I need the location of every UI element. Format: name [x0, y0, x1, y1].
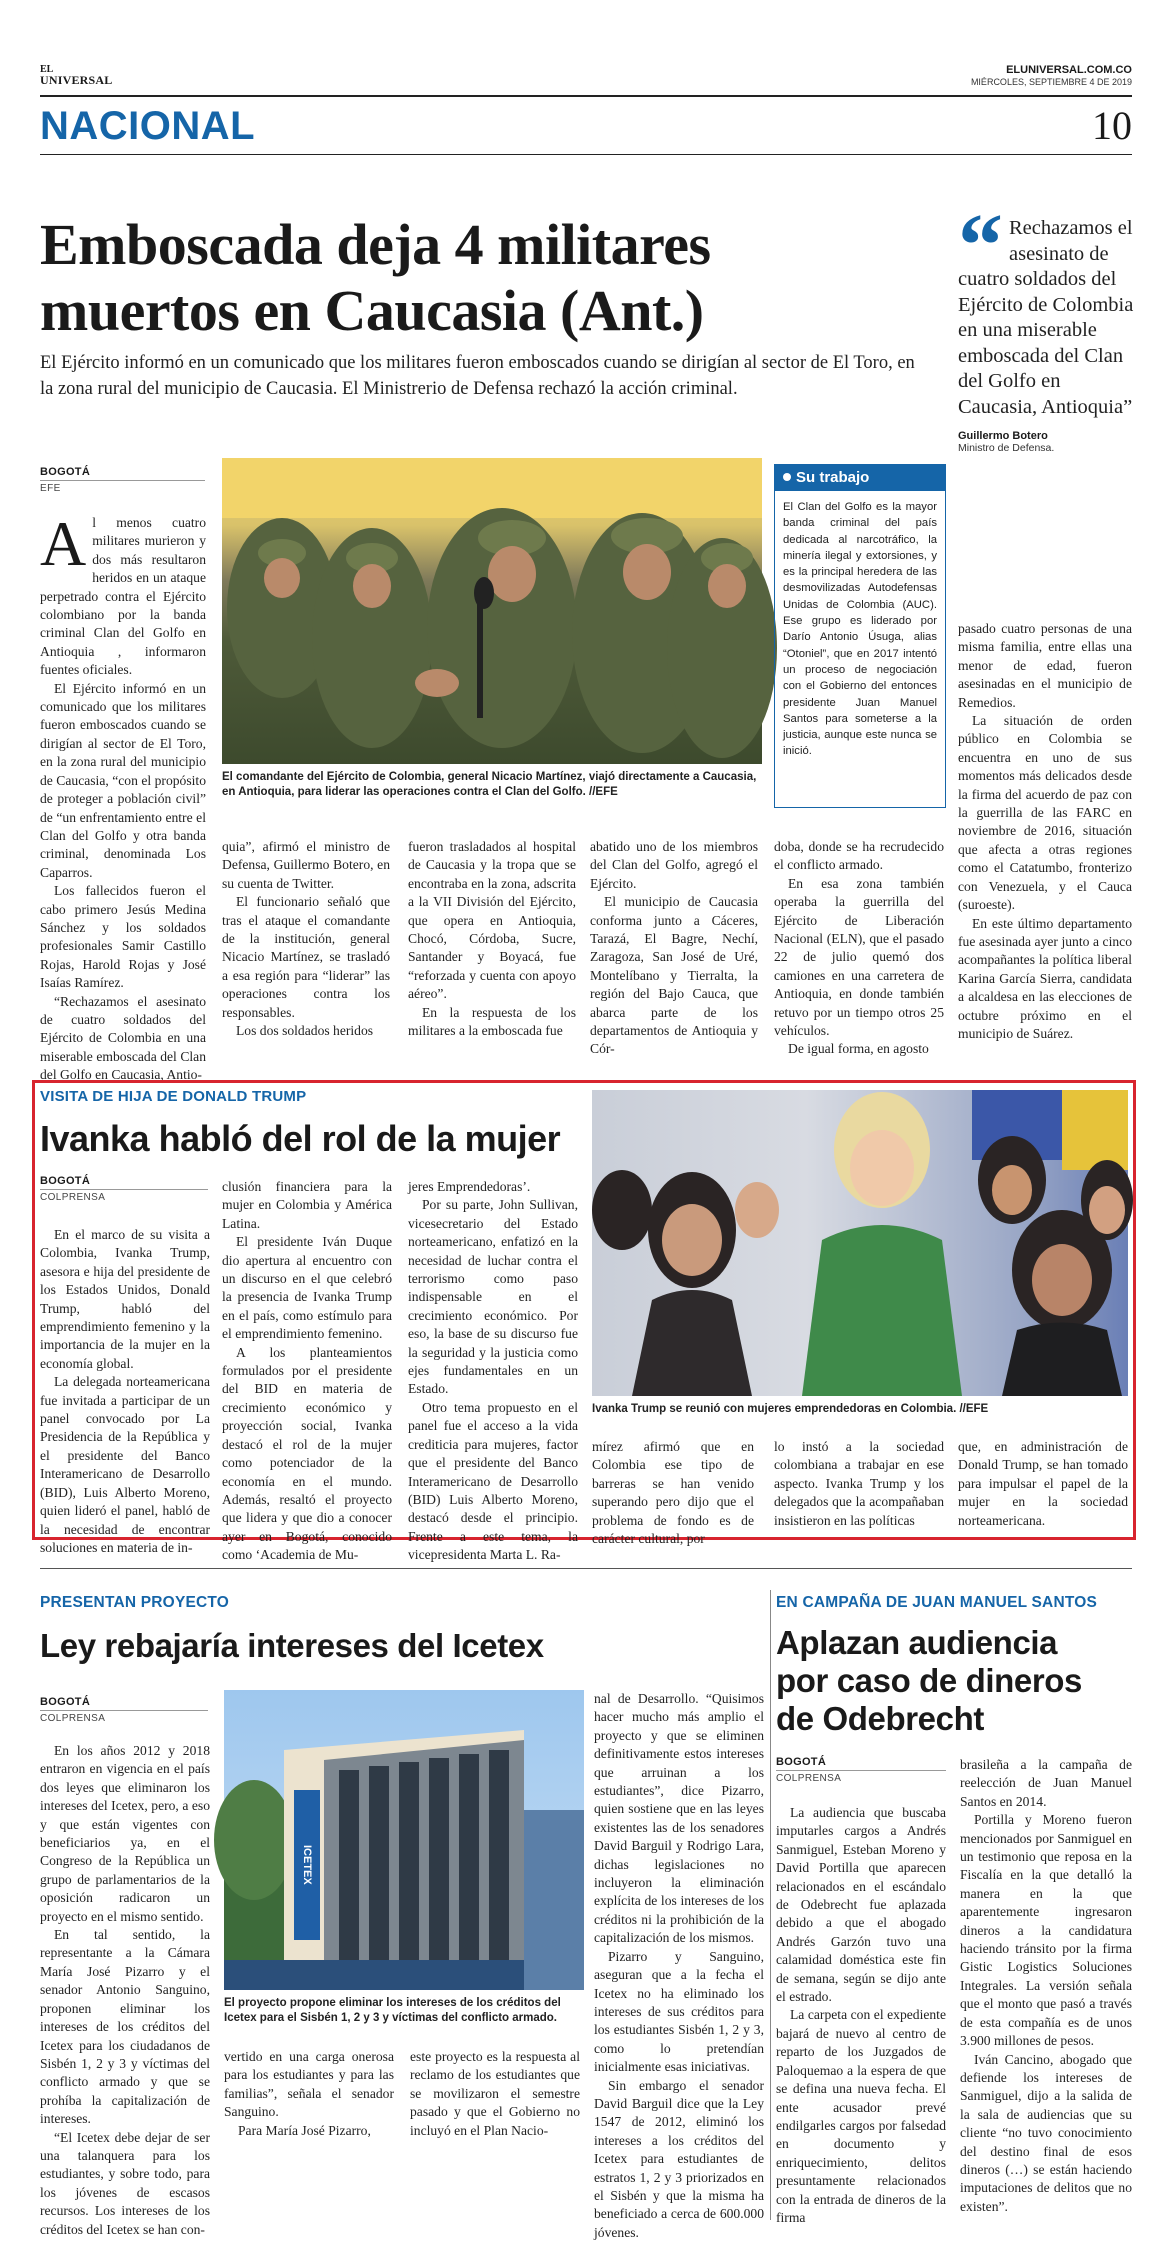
byline-agency: COLPRENSA — [40, 1189, 208, 1203]
section-divider — [40, 1568, 1132, 1569]
icetex-col-1 — [40, 1742, 210, 2237]
ivanka-col-6 — [958, 1438, 1128, 1528]
byline-city: BOGOTÁ — [40, 466, 91, 478]
paragraph: l menos cuatro militares murieron y dos más resultaron heridos en un ataque perpetrado contra el Ejército colombiano por la banda criminal Clan del Golfo en Antioquia , informaron fuentes oficiales. — [40, 515, 206, 678]
paragraph: La audiencia que buscaba imputarles cargos a Andrés Sanmiguel, Esteban Moreno y David Portilla que aparecen relacionados en el escándalo de Odebrecht fue aplazada debido a que el abogado Andrés Garzón tuvo una calamidad doméstica este fin de semana, según se dijo ante el estrado. — [776, 1805, 946, 2005]
paragraph: Sin embargo el senador David Barguil dice que la Ley 1547 de 2012, eliminó los intereses a los créditos del Icetex para estudiantes de estratos 1, 2 y 3 priorizados en el Sisbén y que la misma ha beneficiado a cerca de 600.000 jóvenes. — [594, 2077, 764, 2240]
paragraph: pasado cuatro personas de una misma familia, entre ellas una menor de edad, fueron asesinadas en el municipio de Remedios. — [958, 621, 1132, 710]
pull-quote-text: Rechazamos el asesinato de cuatro soldados del Ejército de Colombia en una miserable emboscada del Clan del Golfo en Caucasia, Antioquia” — [958, 217, 1134, 418]
paragraph: En esa zona también operaba la guerrilla del Ejército de Liberación Nacional (ELN), que el pasado 22 de julio quemó dos camiones en una carretera de Antioquia, en donde también retuvo por un tiempo otros 25 vehículos. — [774, 875, 944, 1039]
paragraph: La situación de orden público en Colombia se encuentra en uno de sus momentos más delicados desde la firma del acuerdo de paz con la guerrilla de las FARC en noviembre de 2016, situación que afecta a otras regiones como el Catatumbo, fronterizo con Venezuela, y el Cauca (suroeste). — [958, 713, 1132, 913]
paragraph: quia”, afirmó el ministro de Defensa, Guillermo Botero, en su cuenta de Twitter. — [222, 839, 390, 891]
paragraph: Iván Cancino, abogado que defiende los intereses de Sanmiguel, dijo a la salida de la sala de audiencias que su cliente “no tuvo conocimiento del destino final de esos dineros (…) se están haciendo imputaciones de delitos que no existen”. — [960, 2051, 1132, 2214]
lead-col-4 — [590, 838, 758, 1068]
paragraph: “El Icetex debe dejar de ser una talanquera para los estudiantes, y sobre todo, para los jóvenes de escasos recursos. Los intereses de los créditos del Icetex se han con- — [40, 2129, 210, 2237]
paragraph: Otro tema propuesto en el panel fue el acceso a la vida crediticia para mujeres, factor que el presidente del Banco Interamericano de Desarrollo (BID) Luis Alberto Moreno, destacó desde el principio. Frente a este tema, la vicepresidenta Marta L. Ra- — [408, 1399, 578, 1563]
paragraph: El municipio de Caucasia conforma junto a Cáceres, Tarazá, El Bagre, Nechí, Zaragoza, San José de Uré, Montelíbano y Tierralta, la región del Bajo Cauca, que abarca parte de los departamentos de Antioquia y Cór- — [590, 894, 758, 1057]
lead-photo — [222, 458, 762, 764]
building-photo-illustration — [224, 1690, 584, 1990]
odebrecht-kicker: EN CAMPAÑA DE JUAN MANUEL SANTOS — [776, 1594, 1098, 1611]
paragraph: nal de Desarrollo. “Quisimos hacer mucho más amplio el proyecto y que se eliminen definitivamente estos intereses que arruinan a los estudiantes”, dice Pizarro, quien sostiene que en las leyes existentes las de los senadores David Barguil y Rodrigo Lara, dichas legislaciones no incluyeron la eliminación explícita de los intereses de los créditos ni la prohibición de la capitalización de los mismos. — [594, 1691, 764, 1946]
icetex-kicker: PRESENTAN PROYECTO — [40, 1594, 230, 1611]
info-box-text: El Clan del Golfo es la mayor banda criminal del país dedicada al narcotráfico, la minería ilegal y extorsiones, y es la principal heredera de las desmovilizadas Autodefensas Unidas de Colombia (AUC). Ese grupo es liderado por Darío Antonio Úsuga, alias “Otoniel”, que en 2017 intentó un proceso de negociación con el Gobierno del entonces presidente Juan Manuel Santos para someterse a la justicia, aunque este nunca se inició. — [783, 501, 937, 758]
info-box — [774, 464, 946, 808]
lead-col-3 — [408, 838, 576, 1068]
paragraph: En este último departamento fue asesinada ayer junto a cinco acompañantes la política liberal Karina García Sierra, candidata a alcaldesa en las elecciones de octubre próximo en el municipio de Suárez. — [958, 915, 1132, 1041]
dropcap: A — [40, 508, 87, 579]
paragraph: Portilla y Moreno fueron mencionados por Sanmiguel en un testimonio que reposa en la Fiscalía en la que detalló la manera en la que aparentemente ingresaron dineros a la candidatura haciendo tránsito por la firma Gistic Logistics Soluciones Integrales. La versión señala que el monto que pasó a través de esta compañía es de unos 3.900 millones de pesos. — [960, 1812, 1132, 2049]
paragraph: Por su parte, John Sullivan, vicesecretario del Estado norteamericano, enfatizó en la necesidad de luchar contra el terrorismo como paso indispensable en el crecimiento económico. Por eso, la base de su discurso fue la seguridad y la justicia como ejes fundamentales en un Estado. — [408, 1197, 578, 1397]
info-box-title: Su trabajo — [796, 469, 870, 486]
paragraph: este proyecto es la respuesta al reclamo de los estudiantes que se movilizaron el semestre pasado y que el Gobierno no incluyó en el Plan Nacio- — [410, 2049, 580, 2138]
paragraph: En los años 2012 y 2018 entraron en vigencia en el país dos leyes que eliminaron los intereses del Icetex, pero, a eso y que están vigentes con beneficiarios ya, en el Congreso de la República un grupo de parlamentarios de la oposición radicaron un proyecto en el mismo sentido. — [40, 1743, 210, 1924]
paragraph: doba, donde se ha recrudecido el conflicto armado. — [774, 839, 944, 873]
paragraph: Pizarro y Sanguino, aseguran que a la fecha el Icetex no ha eliminado los intereses de sus créditos para los estudiantes Sisbén 1, 2 y 3, como lo pretendían inicialmente esas iniciativas. — [594, 1948, 764, 2075]
byline-city: BOGOTÁ — [40, 1175, 91, 1187]
info-box-header — [775, 465, 945, 491]
paragraph: abatido uno de los miembros del Clan del Golfo, agregó el Ejército. — [590, 839, 758, 891]
bullet-icon — [783, 473, 791, 481]
women-photo-illustration — [592, 1090, 1128, 1396]
paragraph: El presidente Iván Duque dio apertura al encuentro con un discurso en el que celebró la presencia de Ivanka Trump en el país, como estímulo para el emprendimiento femenino. — [222, 1234, 392, 1342]
lead-headline — [40, 212, 940, 344]
lead-col-5 — [774, 838, 944, 1068]
icetex-col-4 — [594, 1690, 764, 2240]
byline-agency: COLPRENSA — [776, 1770, 946, 1784]
masthead — [40, 62, 1132, 96]
icetex-col-3 — [410, 2048, 580, 2198]
lead-deck: El Ejército informó en un comunicado que los militares fueron emboscados cuando se dirigían al sector de El Toro, en la zona rural del municipio de Caucasia. El Ministrerio de Defensa rechazó la acción criminal. — [40, 353, 915, 399]
ivanka-col-1 — [40, 1226, 210, 1555]
lead-headline-line1: Emboscada deja 4 militares — [40, 212, 711, 277]
ivanka-col-5 — [774, 1438, 944, 1528]
odebrecht-headline-line1: Aplazan audiencia — [776, 1624, 1058, 1661]
ivanka-photo — [592, 1090, 1128, 1396]
paragraph: En el marco de su visita a Colombia, Ivanka Trump, asesora e hija del presidente de los Estados Unidos, Donald Trump, habló del emprendimiento femenino y la importancia de la mujer en la economía global. — [40, 1227, 210, 1371]
icetex-col-2 — [224, 2048, 394, 2198]
masthead-rule — [40, 95, 1132, 97]
paragraph: “Rechazamos el asesinato de cuatro soldados del Ejército de Colombia en una miserable emboscada del Clan del Golfo en Caucasia, Antio- — [40, 993, 206, 1083]
paragraph: La carpeta con el expediente bajará de nuevo al centro de reparto de los Juzgados de Paloquemao a la espera de que se defina una nueva fecha. El ente acusador prevé endilgarles cargos por falsedad en documento y enriquecimiento, delitos presuntamente relacionados con la entrada de dineros de la firma — [776, 2007, 946, 2225]
ivanka-byline — [40, 1175, 208, 1203]
pull-quote-role: Ministro de Defensa. — [958, 442, 1055, 454]
site-url: ELUNIVERSAL.COM.CO — [1006, 64, 1132, 76]
odebrecht-headline — [776, 1624, 1136, 1738]
odebrecht-byline — [776, 1756, 946, 1784]
paragraph: lo instó a la sociedad colombiana a trabajar en ese aspecto. Ivanka Trump y los delegados que la acompañaban insistieron en las políticas — [774, 1439, 944, 1528]
column-divider — [770, 1590, 771, 2220]
paragraph: De igual forma, en agosto — [788, 1041, 929, 1057]
ivanka-col-3 — [408, 1178, 578, 1563]
odebrecht-col-1 — [776, 1804, 946, 2225]
paragraph: En tal sentido, la representante a la Cámara María José Pizarro y el senador Antonio Sanguino, proponen eliminar los intereses de los créditos del Icetex para los ciudadanos de Sisbén 1, 2 y 3 y víctimas del conflicto armado y que se prohíba la capitalización de intereses. — [40, 1927, 210, 2127]
ivanka-headline: Ivanka habló del rol de la mujer — [40, 1118, 561, 1159]
byline-agency: EFE — [40, 480, 205, 494]
byline-agency: COLPRENSA — [40, 1710, 208, 1724]
paragraph: fueron trasladados al hospital de Caucasia y la tropa que se encontraba en la zona, adscrita a la VII División del Ejército, que opera en Antioquia, Chocó, Córdoba, Sucre, Santander y Boyacá, fue “reforzada y cuenta con apoyo aéreo”. — [408, 839, 576, 1002]
paragraph: que, en administración de Donald Trump, se han tomado para impulsar el papel de la mujer en la sociedad norteamericana. — [958, 1439, 1128, 1528]
paragraph: El Ejército informó en un comunicado que los militares fueron emboscados cuando se dirigían al sector de El Toro, en la zona rural del municipio de Caucasia, “con el propósito de proteger a población civil” de “un enfrentamiento entre el Clan del Golfo y otra banda criminal, denominada Los Caparros. — [40, 680, 206, 880]
paragraph: A los planteamientos formulados por el presidente del BID en materia de crecimiento económico y proyección social, Ivanka destacó el rol de la mujer como potenciador de la economía en el mundo. Además, resaltó el proyecto que lidera y que dio a conocer ayer en Bogotá, conocido como ‘Academia de Mu- — [222, 1344, 392, 1563]
paragraph: clusión financiera para la mujer en Colombia y América Latina. — [222, 1179, 392, 1231]
lead-col-6 — [958, 620, 1132, 1070]
paragraph: mírez afirmó que en Colombia ese tipo de barreras se han venido superando pero dijo que el problema de fondo es de carácter cultural, por — [592, 1439, 754, 1547]
lead-byline — [40, 466, 205, 494]
paragraph: jeres Emprendedoras’. — [408, 1179, 531, 1194]
section-rule — [40, 154, 1132, 155]
byline-city: BOGOTÁ — [776, 1756, 827, 1768]
paragraph: Los dos soldados heridos — [236, 1023, 374, 1039]
lead-col-2 — [222, 838, 390, 1068]
ivanka-col-2 — [222, 1178, 392, 1563]
paragraph: El funcionario señaló que tras el ataque el comandante de la institución, general Nicacio Martínez, se trasladó a esa región para “liderar” las operaciones contra los responsables. — [222, 894, 390, 1020]
logo-line2: UNIVERSAL — [40, 73, 113, 87]
odebrecht-col-2 — [960, 1756, 1132, 2212]
issue-date: MIÉRCOLES, SEPTIEMBRE 4 DE 2019 — [970, 77, 1132, 87]
paragraph: brasileña a la campaña de reelección de Juan Manuel Santos en 2014. — [960, 1757, 1132, 1809]
odebrecht-headline-line2: por caso de dineros — [776, 1662, 1082, 1699]
icetex-headline: Ley rebajaría intereses del Icetex — [40, 1627, 544, 1664]
paragraph: En la respuesta de los militares a la emboscada fue — [408, 1004, 576, 1039]
ivanka-kicker: VISITA DE HIJA DE DONALD TRUMP — [40, 1088, 307, 1105]
ivanka-photo-caption: Ivanka Trump se reunió con mujeres emprendedoras en Colombia. //EFE — [592, 1403, 989, 1415]
pull-quote-author: Guillermo Botero — [958, 430, 1048, 442]
page-number: 10 — [1092, 103, 1132, 148]
lead-headline-line2: muertos en Caucasia (Ant.) — [40, 278, 704, 343]
icetex-sign: ICETEX — [301, 1845, 313, 1885]
byline-city: BOGOTÁ — [40, 1696, 91, 1708]
paragraph: Los fallecidos fueron el cabo primero Jesús Medina Sánchez y los soldados profesionales Samir Castillo Rojas, Harold Rojas y José Isaías Ramírez. — [40, 883, 206, 991]
quote-mark-icon: “ — [958, 196, 1003, 295]
lead-photo-caption: El comandante del Ejército de Colombia, general Nicacio Martínez, viajó directamente a Caucasia, en Antioquia, para liderar las operaciones contra el Clan del Golfo. //EFE — [222, 771, 757, 798]
paragraph: Para María José Pizarro, — [238, 2122, 371, 2138]
ivanka-col-4 — [592, 1438, 754, 1547]
section-title: NACIONAL — [40, 104, 256, 148]
pull-quote — [958, 196, 1136, 454]
icetex-byline — [40, 1696, 208, 1724]
icetex-photo — [224, 1690, 584, 1990]
paragraph: vertido en una carga onerosa para los estudiantes y para las familias”, señala el senador Sanguino. — [224, 2049, 394, 2120]
logo-line1: EL — [40, 64, 54, 75]
icetex-photo-caption: El proyecto propone eliminar los intereses de los créditos del Icetex para el Sisbén 1, 2 y 3 y víctimas del conflicto armado. — [224, 1997, 561, 2024]
soldiers-photo-illustration — [222, 458, 762, 764]
logo — [40, 64, 120, 86]
lead-col-1 — [40, 508, 206, 1083]
paragraph: La delegada norteamericana fue invitada a participar de un panel convocado por La Presidencia de la República y el presidente del Banco Interamericano de Desarrollo (BID), Luis Alberto Moreno, quien lideró el panel, habló de la necesidad de encontrar soluciones en materia de in- — [40, 1374, 210, 1555]
odebrecht-headline-line3: de Odebrecht — [776, 1700, 984, 1737]
